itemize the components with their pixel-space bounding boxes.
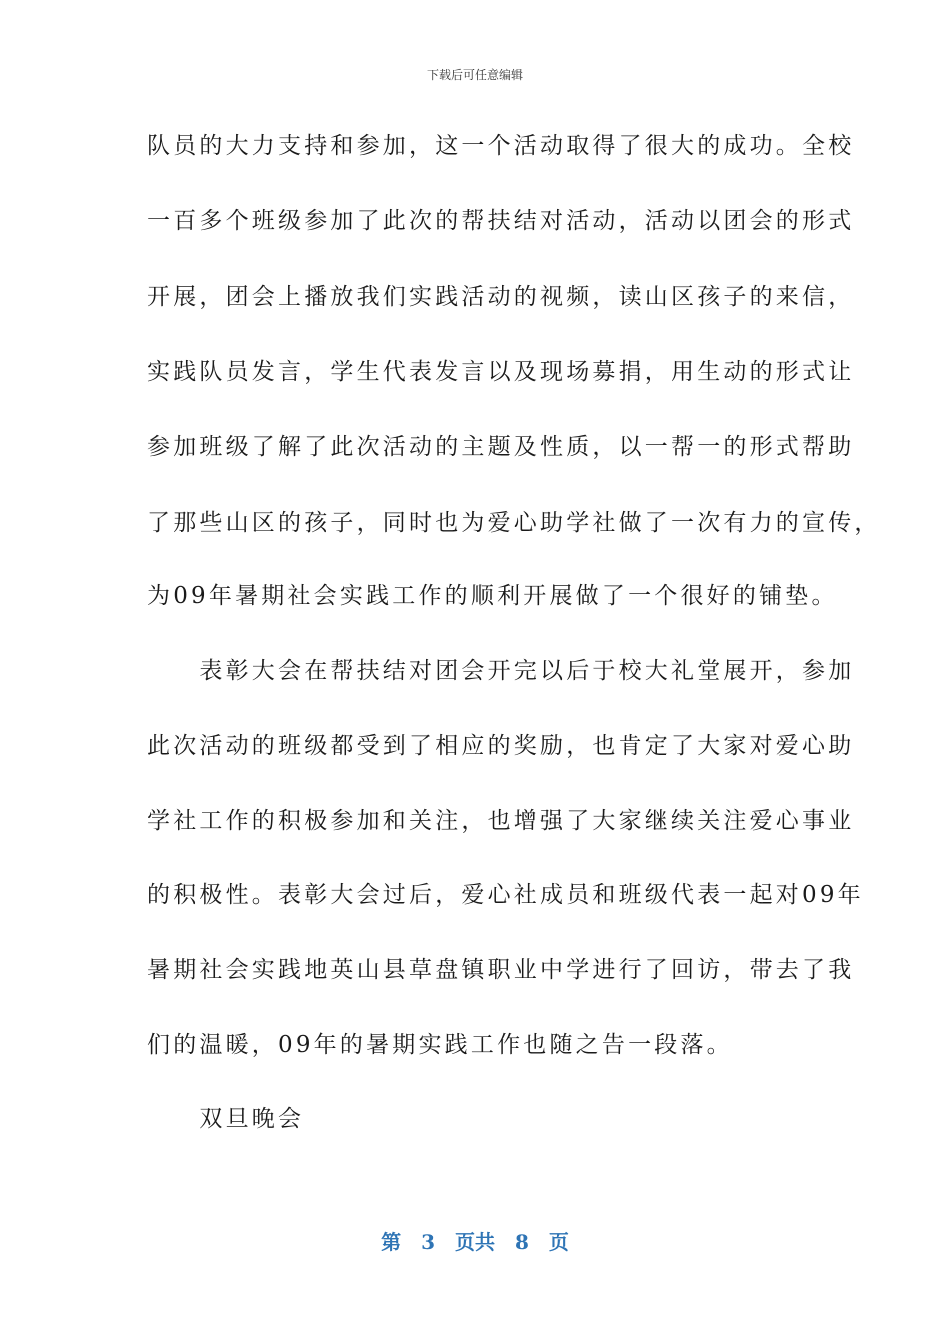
body-line: 表彰大会在帮扶结对团会开完以后于校大礼堂展开，参加 xyxy=(147,658,855,684)
body-line: 此次活动的班级都受到了相应的奖励，也肯定了大家对爱心助 xyxy=(147,733,855,759)
body-line: 的积极性。表彰大会过后，爱心社成员和班级代表一起对09年 xyxy=(147,882,864,908)
body-line: 队员的大力支持和参加，这一个活动取得了很大的成功。全校 xyxy=(147,133,855,159)
body-line: 开展，团会上播放我们实践活动的视频，读山区孩子的来信， xyxy=(147,284,855,310)
body-line: 暑期社会实践地英山县草盘镇职业中学进行了回访，带去了我 xyxy=(147,957,855,983)
body-line: 实践队员发言，学生代表发言以及现场募捐，用生动的形式让 xyxy=(147,359,855,385)
body-line: 们的温暖，09年的暑期实践工作也随之告一段落。 xyxy=(147,1032,733,1058)
page-number-footer: 第 3 页共 8 页 xyxy=(381,1230,569,1254)
body-line: 了那些山区的孩子，同时也为爱心助学社做了一次有力的宣传， xyxy=(147,510,881,536)
body-line: 双旦晚会 xyxy=(147,1106,305,1132)
header-note: 下载后可任意编辑 xyxy=(426,68,523,82)
body-line: 学社工作的积极参加和关注，也增强了大家继续关注爱心事业 xyxy=(147,808,855,834)
body-line: 一百多个班级参加了此次的帮扶结对活动，活动以团会的形式 xyxy=(147,208,855,234)
body-line: 为09年暑期社会实践工作的顺利开展做了一个很好的铺垫。 xyxy=(147,583,838,609)
body-line: 参加班级了解了此次活动的主题及性质，以一帮一的形式帮助 xyxy=(147,434,855,460)
